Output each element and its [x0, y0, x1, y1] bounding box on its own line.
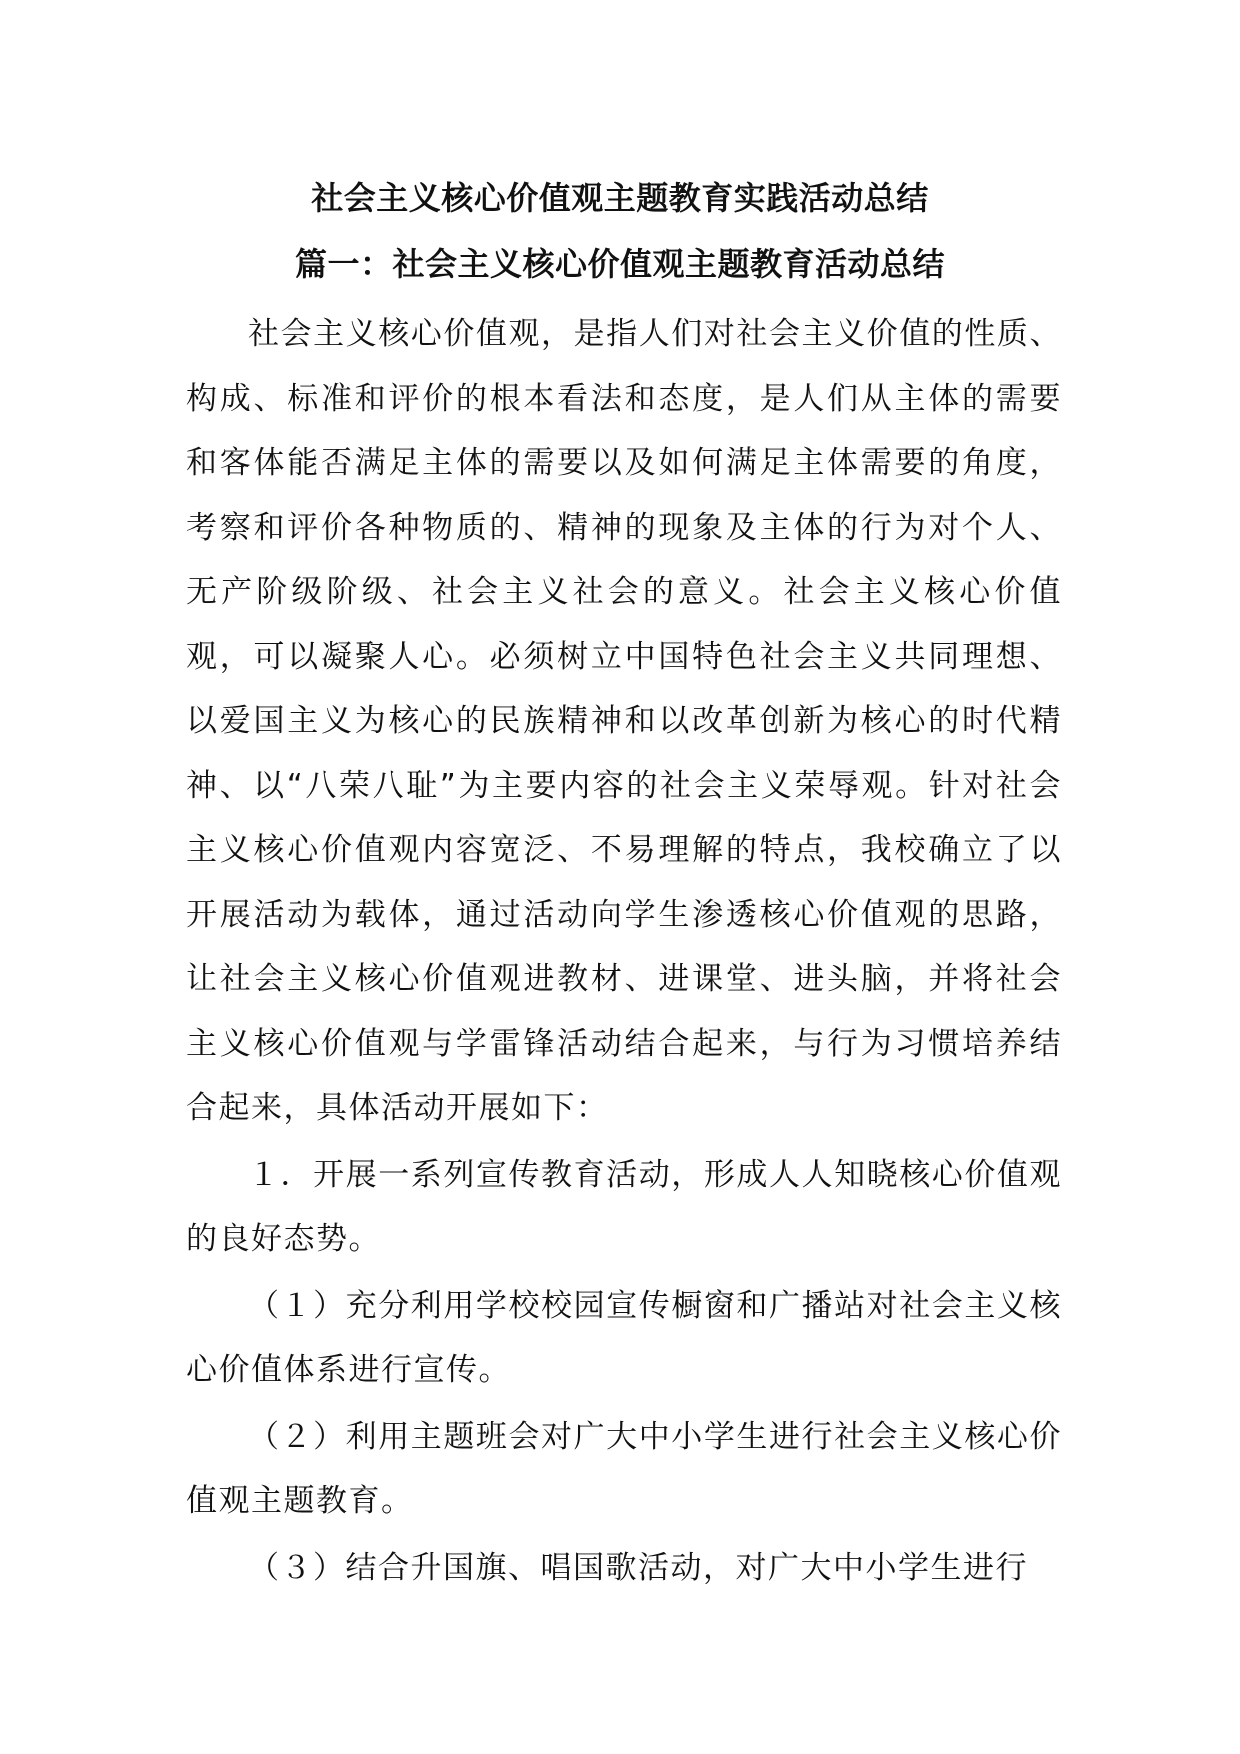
- paragraph-item-1: １．开展一系列宣传教育活动，形成人人知晓核心价值观的良好态势。: [186, 1156, 1062, 1257]
- paragraph-subitem-2: （２）利用主题班会对广大中小学生进行社会主义核心价值观主题教育。: [186, 1418, 1062, 1519]
- paragraph-subitem-3: （３）结合升国旗、唱国歌活动，对广大中小学生进行: [248, 1549, 1028, 1586]
- document-title: 社会主义核心价值观主题教育实践活动总结: [311, 179, 929, 217]
- paragraph-intro: 社会主义核心价值观，是指人们对社会主义价值的性质、构成、标准和评价的根本看法和态度，是人们从主体的需要和客体能否满足主体的需要以及如何满足主体需要的角度，考察和评价各种物质的、精神的现象及主体的行为对个人、无产阶级阶级、社会主义社会的意义。社会主义核心价值观，可以凝聚人心。必须树立中国特色社会主义共同理想、以爱国主义为核心的民族精神和以改革创新为核心的时代精神、以“八荣八耻”为主要内容的社会主义荣辱观。针对社会主义核心价值观内容宽泛、不易理解的特点，我校确立了以开展活动为载体，通过活动向学生渗透核心价值观的思路，让社会主义核心价值观进教材、进课堂、进头脑，并将社会主义核心价值观与学雷锋活动结合起来，与行为习惯培养结合起来，具体活动开展如下：: [186, 316, 1062, 1126]
- document-body: [186, 302, 1062, 1600]
- document-subtitle: 篇一：社会主义核心价值观主题教育活动总结: [294, 245, 945, 283]
- paragraph-subitem-1: （１）充分利用学校校园宣传橱窗和广播站对社会主义核心价值体系进行宣传。: [186, 1287, 1062, 1388]
